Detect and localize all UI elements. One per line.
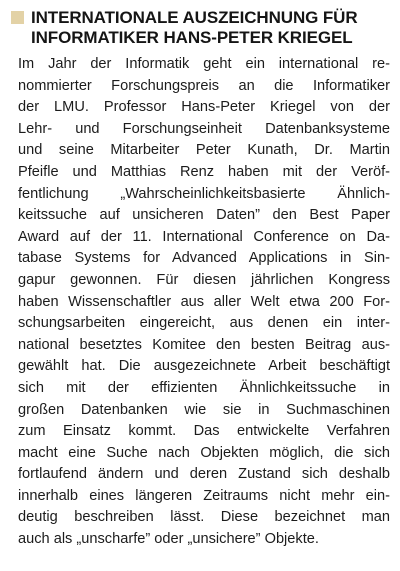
- heading-line-1: INTERNATIONALE AUSZEICHNUNG FÜR: [31, 8, 358, 27]
- article-body: [10, 54, 390, 551]
- body-line: deutig beschreiben lässt. Diese bezeichnet man: [18, 509, 390, 526]
- body-line: sich mit der effizienten Ähnlichkeitssuche in: [18, 379, 390, 396]
- body-line: innerhalb eines längeren Zeitraums nicht mehr ein-: [18, 487, 390, 504]
- body-line: Im Jahr der Informatik geht ein international re-: [18, 56, 390, 72]
- body-line: tabase Systems for Advanced Applications in Sin-: [18, 250, 390, 267]
- body-line: großen Datenbanken wie sie in Suchmaschinen: [18, 401, 390, 418]
- heading-marker-square: [11, 11, 24, 24]
- article: [10, 8, 390, 551]
- body-line: Award auf der 11. International Conference on Da-: [18, 228, 390, 245]
- body-line: macht eine Suche nach Objekten möglich, die sich: [18, 444, 390, 461]
- body-line: Pfeifle und Matthias Renz haben mit der Veröf-: [18, 163, 390, 180]
- body-line: fentlichung „Wahrscheinlichkeitsbasierte Ähnlich-: [18, 185, 390, 202]
- body-line: haben Wissenschaftler aus aller Welt etwa 200 For-: [18, 293, 390, 310]
- body-line: nommierter Forschungspreis an die Informatiker: [18, 77, 390, 94]
- body-line: der LMU. Professor Hans-Peter Kriegel von der: [18, 99, 390, 116]
- body-line: und seine Mitarbeiter Peter Kunath, Dr. Martin: [18, 142, 390, 159]
- body-line: gewählt hat. Die ausgezeichnete Arbeit beschäftigt: [18, 358, 390, 375]
- body-line: keitssuche auf unsicheren Daten” den Best Paper: [18, 207, 390, 224]
- heading-line-2: INFORMATIKER HANS-PETER KRIEGEL: [31, 28, 353, 47]
- article-heading: [10, 8, 390, 48]
- body-line: national besetztes Komitee den besten Beitrag aus-: [18, 336, 390, 353]
- body-line: fortlaufend ändern und deren Zustand sich deshalb: [18, 466, 390, 483]
- body-line: gapur gewonnen. Für diesen jährlichen Kongress: [18, 271, 390, 288]
- body-line: Lehr- und Forschungseinheit Datenbanksysteme: [18, 120, 390, 137]
- body-line-last: auch als „unscharfe” oder „unsichere” Objekte.: [18, 531, 319, 548]
- body-line: zum Einsatz kommt. Das entwickelte Verfahren: [18, 423, 390, 440]
- body-line: schungsarbeiten eingereicht, aus denen ein inter-: [18, 315, 390, 332]
